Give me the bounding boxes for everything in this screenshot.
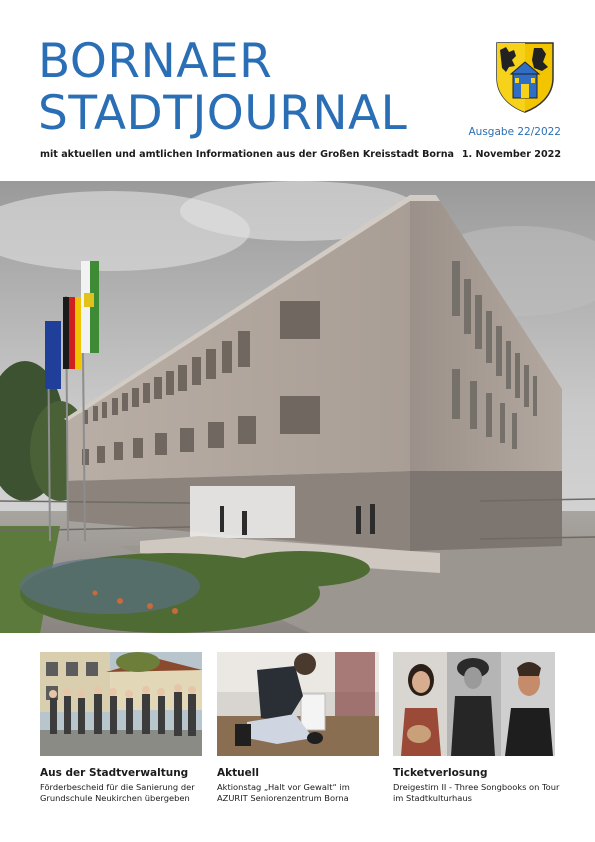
teaser-text [393,782,573,804]
masthead-title [38,36,407,140]
issue-number: Ausgabe 22/2022 [468,126,561,138]
teaser-title: Aus der Stadtverwaltung [40,767,189,779]
teaser-image-ticketverlosung[interactable] [393,652,555,756]
teaser-text-line: AZURIT Seniorenzentrum Borna [217,793,349,803]
masthead-line-1: BORNAER [38,34,273,89]
teaser-text-line: Grundschule Neukirchen übergeben [40,793,190,803]
coat-of-arms-icon [494,40,556,114]
teaser-text-line: im Stadtkulturhaus [393,793,472,803]
teaser-stadtverwaltung[interactable] [40,767,220,804]
teaser-image-stadtverwaltung[interactable] [40,652,202,756]
teaser-text-line: Aktionstag „Halt vor Gewalt“ im [217,782,350,792]
masthead-line-2: STADTJOURNAL [38,86,408,141]
cover-image [0,181,595,633]
teaser-aktuell[interactable] [217,767,397,804]
issue-date: 1. November 2022 [461,149,561,160]
teaser-text [217,782,397,804]
teaser-title: Ticketverlosung [393,767,488,779]
teaser-text-line: Dreigestirn II - Three Songbooks on Tour [393,782,560,792]
masthead-subtitle: mit aktuellen und amtlichen Informationen aus der Großen Kreisstadt Borna [40,149,455,160]
teaser-title: Aktuell [217,767,259,779]
teaser-image-aktuell[interactable] [217,652,379,756]
teaser-text-line: Förderbescheid für die Sanierung der [40,782,195,792]
teaser-ticketverlosung[interactable] [393,767,573,804]
teaser-text [40,782,220,804]
